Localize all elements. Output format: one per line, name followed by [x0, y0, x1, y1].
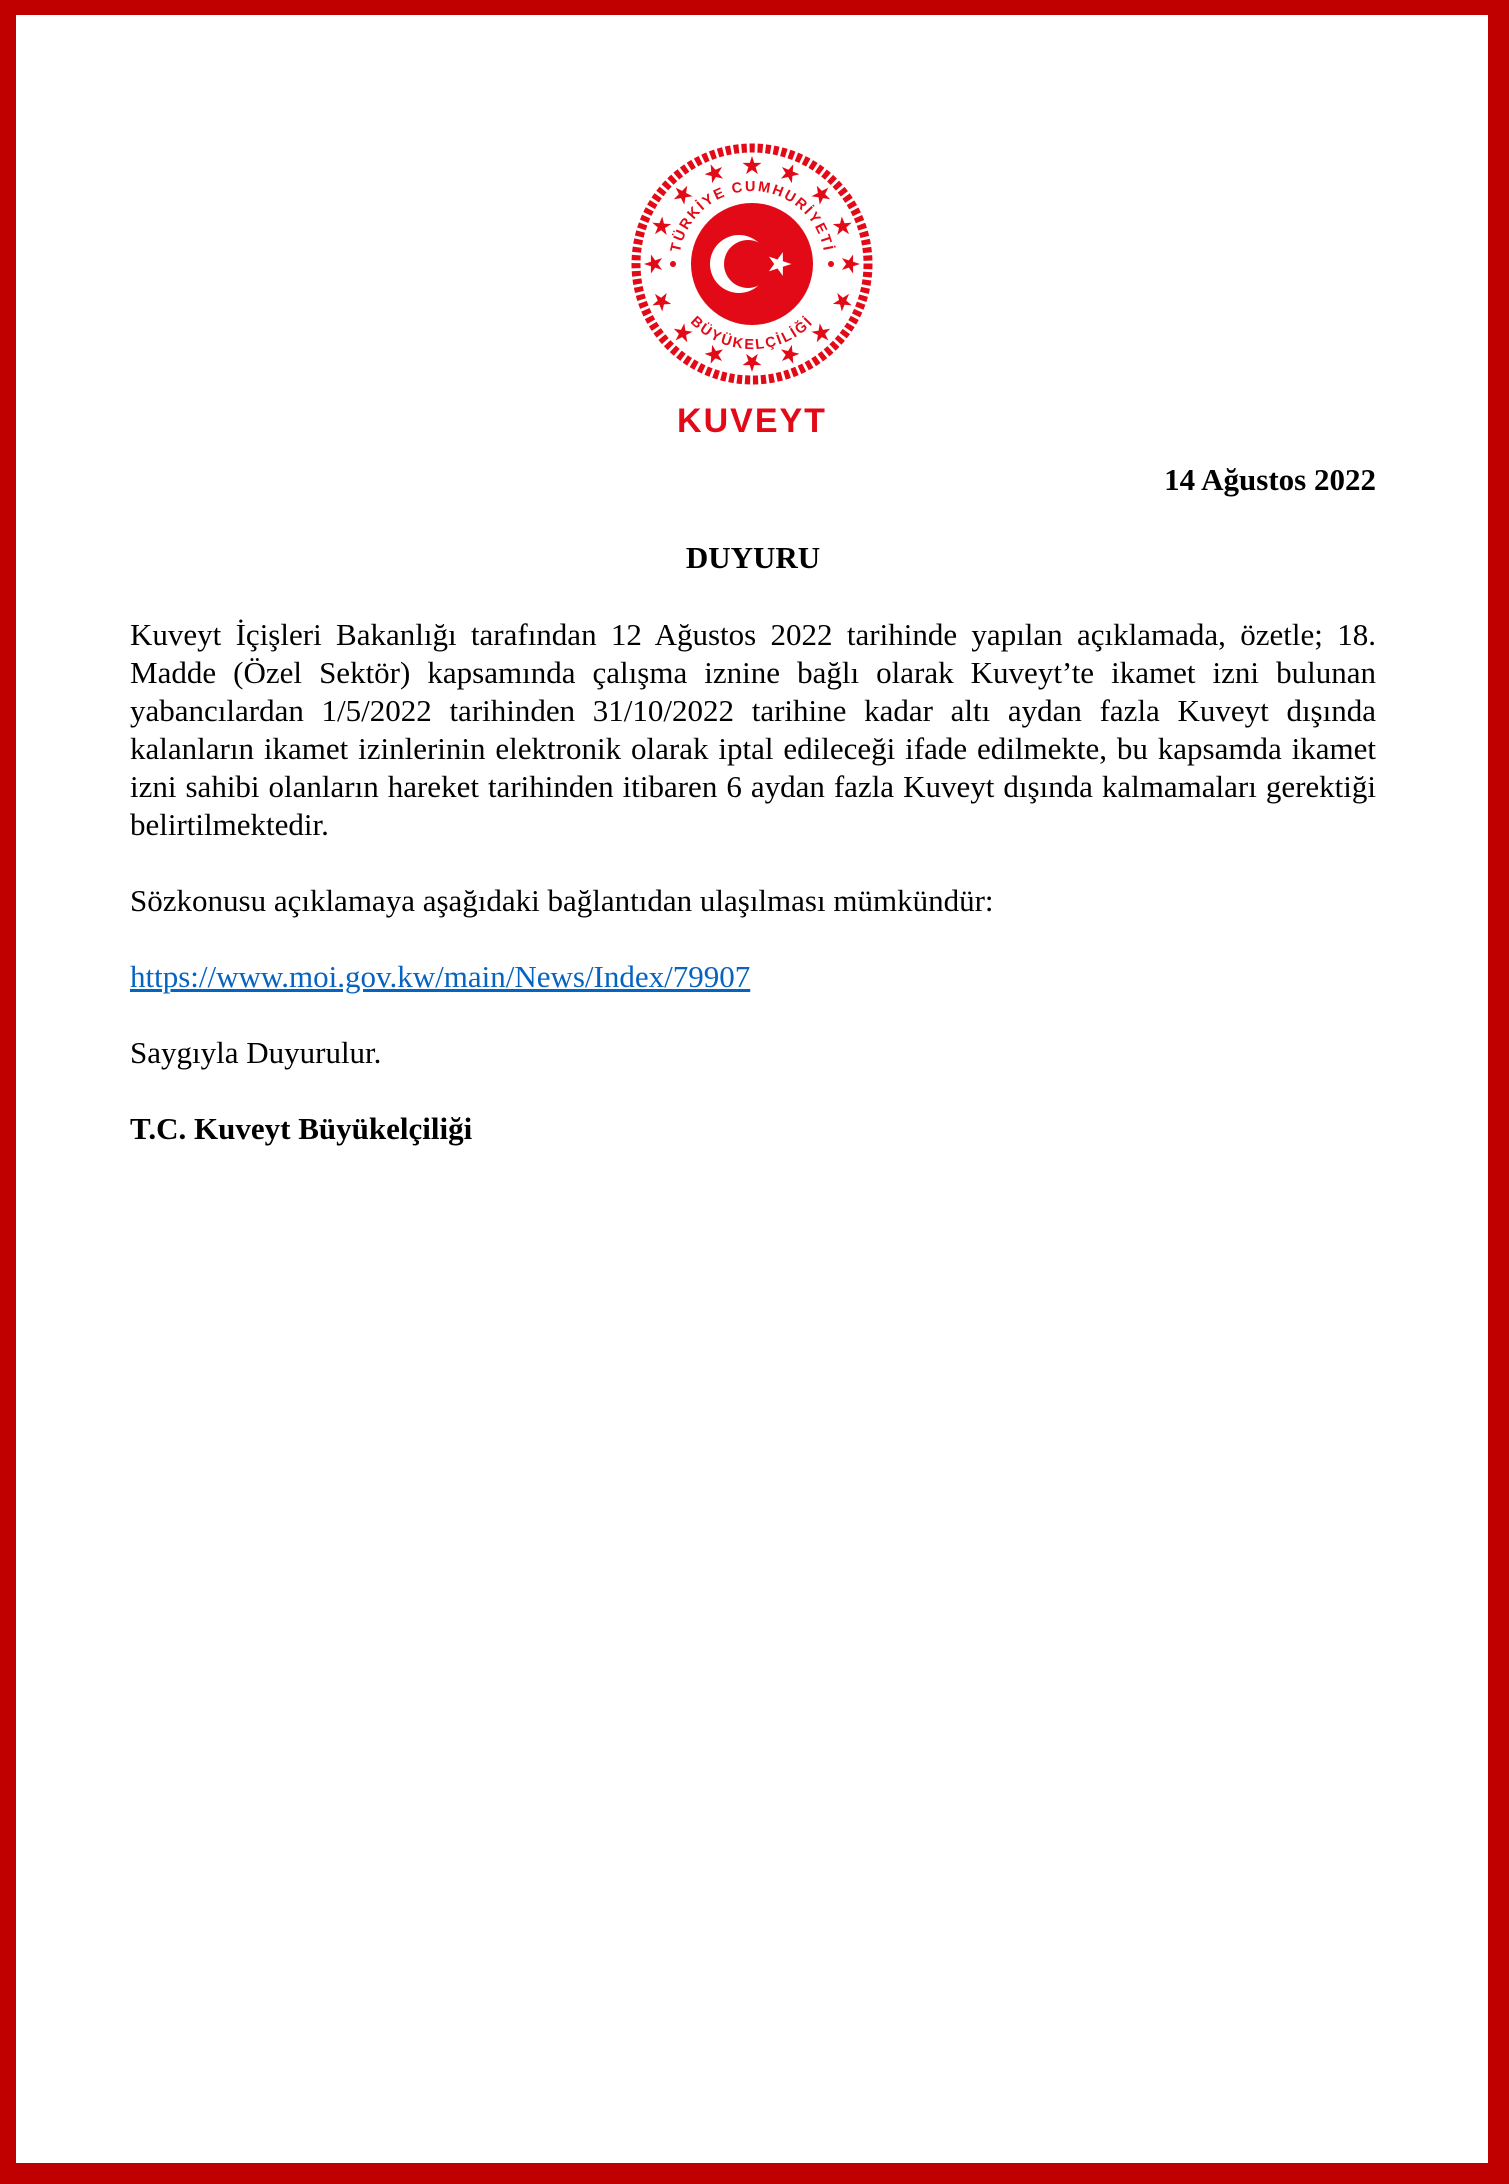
star-icon — [644, 254, 662, 273]
announcement-body: Kuveyt İçişleri Bakanlığı tarafından 12 Ağustos 2022 tarihinde yapılan açıklamada, özetle; 18. Madde (Özel Sektör) kapsamında çalışma iznine bağlı olarak Kuveyt’te ikamet izni bulunan yabancılardan 1/5/2022 tarihinden 31/10/2022 tarihine kadar altı aydan fazla Kuveyt dışında kalanların ikamet izinlerinin elektronik olarak iptal edileceği ifade edilmekte, bu kapsamda ikamet izni sahibi olanların hareket tarihinden itibaren 6 aydan fazla Kuveyt dışında kalmamaları gerektiği belirtilmektedir. — [130, 617, 1376, 842]
star-icon — [778, 161, 802, 185]
star-icon — [649, 290, 673, 314]
announcement-document — [16, 461, 1488, 1148]
star-icon — [831, 214, 855, 238]
star-icon — [702, 161, 726, 185]
embassy-seal-icon — [627, 139, 877, 389]
document-title: DUYURU — [685, 540, 821, 575]
left-dot-icon — [670, 261, 676, 267]
emblem-bottom-text: BÜYÜKELÇİLİĞİ — [687, 313, 817, 354]
star-icon — [669, 181, 695, 207]
star-icon — [742, 156, 761, 174]
right-dot-icon — [828, 261, 834, 267]
emblem-top-text: TÜRKİYE CUMHURİYETİ — [667, 178, 836, 254]
closing-text: Saygıyla Duyurulur. — [130, 1035, 382, 1070]
embassy-post-name: KUVEYT — [677, 402, 827, 440]
star-icon — [842, 254, 860, 273]
link-intro-text: Sözkonusu açıklamaya aşağıdaki bağlantıdan ulaşılması mümkündür: — [130, 883, 994, 918]
document-date: 14 Ağustos 2022 — [1164, 462, 1376, 497]
star-icon — [831, 290, 855, 314]
embassy-header — [16, 139, 1488, 441]
star-icon — [742, 354, 761, 372]
crescent-and-star-icon — [691, 203, 813, 325]
signature-text: T.C. Kuveyt Büyükelçiliği — [130, 1111, 473, 1146]
announcement-link[interactable]: https://www.moi.gov.kw/main/News/Index/79907 — [130, 959, 751, 994]
star-icon — [649, 214, 673, 238]
link-paragraph — [130, 958, 1376, 996]
